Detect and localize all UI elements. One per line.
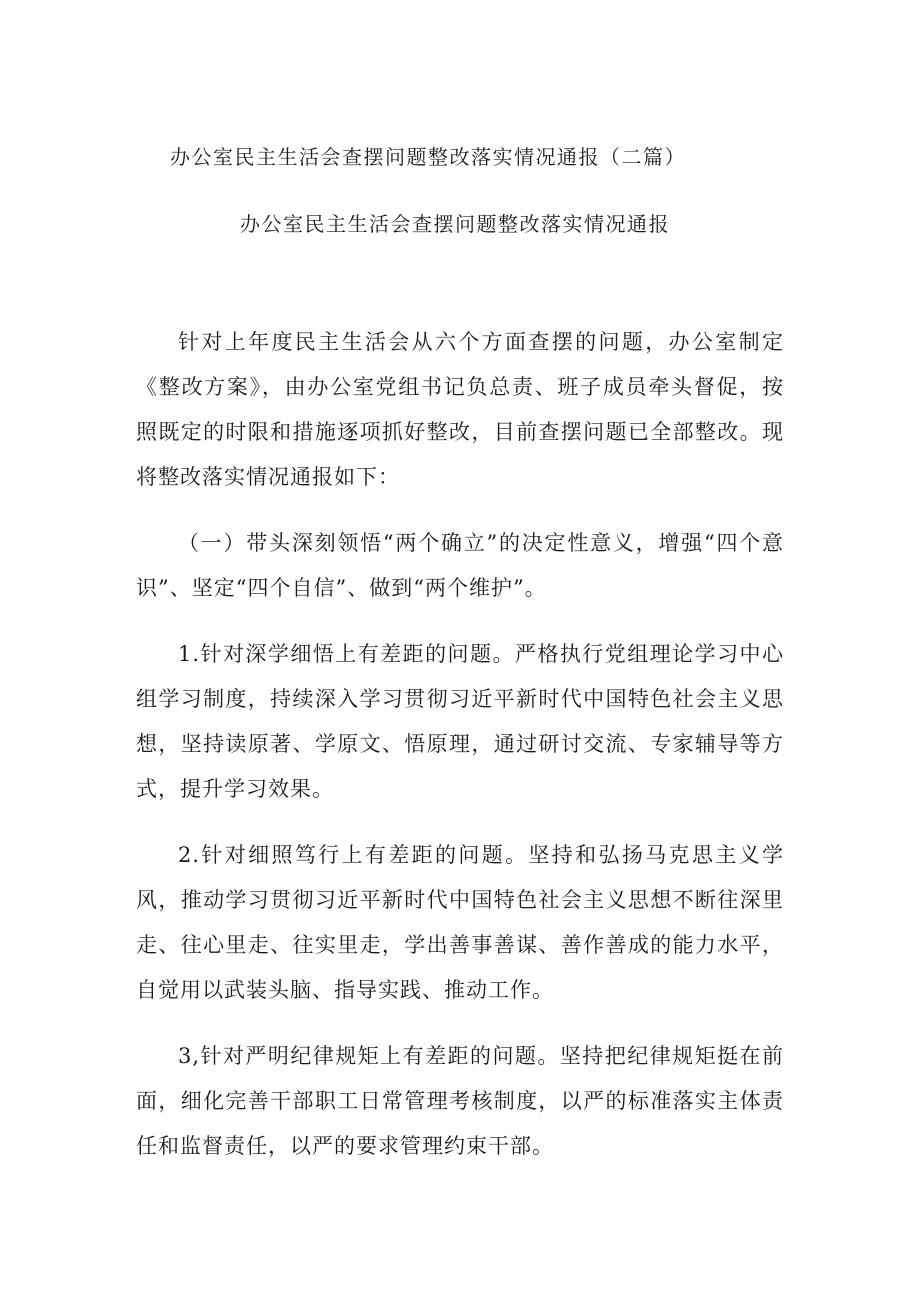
section-heading-1: （一）带头深刻领悟“两个确立”的决定性意义，增强“四个意识”、坚定“四个自信”、做到“两个维护”。 xyxy=(136,531,784,600)
document-title: 办公室民主生活会查摆问题整改落实情况通报（二篇） xyxy=(170,145,686,169)
item-paragraph-1: 1.针对深学细悟上有差距的问题。严格执行党组理论学习中心组学习制度，持续深入学习贯彻习近平新时代中国特色社会主义思想，坚持读原著、学原文、悟原理，通过研讨交流、专家辅导等方式，提升学习效果。 xyxy=(136,642,784,801)
item-paragraph-3: 3,针对严明纪律规矩上有差距的问题。坚持把纪律规矩挺在前面，细化完善干部职工日常管理考核制度，以严的标准落实主体责任和监督责任，以严的要求管理约束干部。 xyxy=(136,1044,784,1158)
document-body xyxy=(136,320,784,1190)
document-subtitle: 办公室民主生活会查摆问题整改落实情况通报 xyxy=(240,212,670,236)
intro-paragraph: 针对上年度民主生活会从六个方面查摆的问题，办公室制定《整改方案》，由办公室党组书记负总责、班子成员牵头督促，按照既定的时限和措施逐项抓好整改，目前查摆问题已全部整改。现将整改落实情况通报如下： xyxy=(136,330,784,489)
item-paragraph-2: 2.针对细照笃行上有差距的问题。坚持和弘扬马克思主义学风，推动学习贯彻习近平新时代中国特色社会主义思想不断往深里走、往心里走、往实里走，学出善事善谋、善作善成的能力水平，自觉用以武装头脑、指导实践、推动工作。 xyxy=(136,843,784,1002)
